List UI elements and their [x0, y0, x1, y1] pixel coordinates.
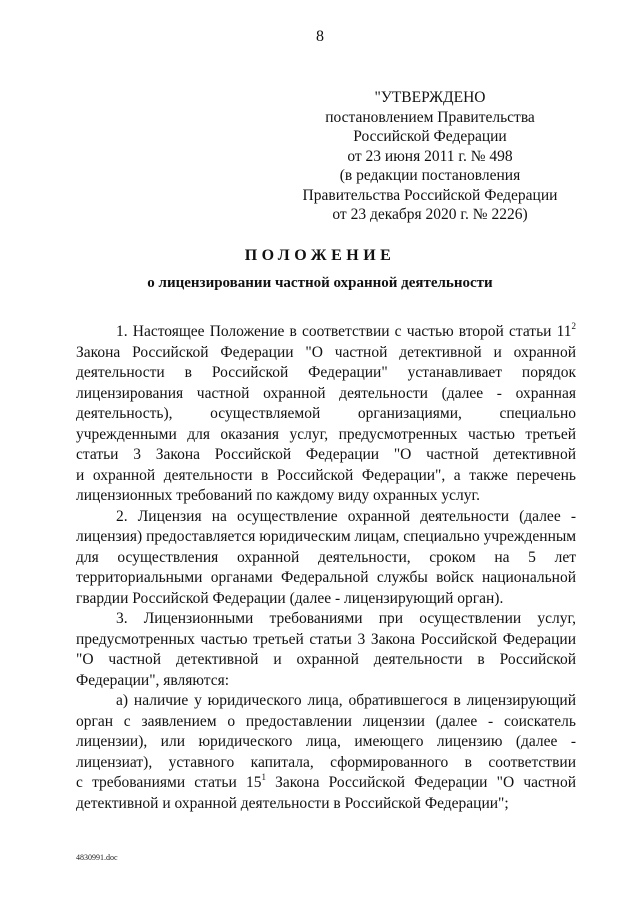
text-line: деятельность), осуществляемой организациями, специально	[76, 405, 576, 422]
text-line: лицензионных требований по каждому виду охранных услуг.	[76, 487, 480, 504]
approval-line: Правительства Российской Федерации	[302, 186, 558, 204]
approval-line: (в редакции постановления	[339, 167, 521, 184]
text-line: 2. Лицензия на осуществление охранной деятельности (далее -	[116, 507, 576, 525]
text-line: статьи 3 Закона Российской Федерации "О частной детективной	[76, 446, 576, 463]
text-line: лицензии), или юридического лица, имеющего лицензию (далее -	[76, 733, 576, 750]
text-line: и охранной деятельности в Российской Федерации", а также перечень	[76, 466, 576, 484]
approval-block	[300, 88, 560, 225]
approval-line: Российской Федерации	[353, 128, 507, 145]
text-line	[76, 322, 576, 343]
footer-file-code: 4830991.doc	[76, 853, 118, 862]
text-line: для осуществления охранной деятельности, сроком на 5 лет	[76, 548, 576, 566]
text-line: учрежденными для оказания услуг, предусмотренных частью третьей	[76, 425, 576, 443]
approval-line: от 23 июня 2011 г. № 498	[347, 147, 513, 165]
text-line	[76, 773, 576, 794]
text-line: орган с заявлением о предоставлении лицензии (далее - соискатель	[76, 712, 576, 730]
text-line: лицензиат), уставного капитала, сформированного в соответствии	[76, 753, 576, 771]
text-line: Закона Российской Федерации "О частной детективной и охранной	[76, 343, 576, 361]
text-line: деятельности в Российской Федерации" устанавливает порядок	[76, 364, 576, 381]
paragraph-2	[76, 507, 576, 610]
paragraph-1	[76, 322, 576, 507]
approval-line: "УТВЕРЖДЕНО	[374, 89, 486, 106]
text-line: гвардии Российской Федерации (далее - лицензирующий орган).	[76, 589, 504, 607]
text-line: лицензирования частной охранной деятельности (далее - охранная	[76, 384, 576, 402]
text-line: лицензия) предоставляется юридическим лицам, специально учрежденным	[76, 528, 577, 545]
approval-line: постановлением Правительства	[325, 108, 535, 126]
text-fragment: 1. Настоящее Положение в соответствии с частью второй статьи 11	[116, 323, 572, 340]
document-subtitle: о лицензировании частной охранной деятельности	[147, 275, 493, 291]
document-body	[76, 322, 576, 814]
approval-line: от 23 декабря 2020 г. № 2226)	[332, 206, 528, 223]
text-line: Федерации", являются:	[76, 671, 230, 689]
text-line: "О частной детективной и охранной деятельности в Российской	[76, 651, 576, 668]
paragraph-3a	[76, 691, 576, 814]
superscript: 1	[261, 772, 266, 782]
page-number: 8	[316, 28, 324, 45]
text-line: территориальными органами Федеральной службы войск национальной	[76, 569, 576, 586]
text-fragment: Закона Российской Федерации "О частной	[265, 774, 576, 791]
text-line: а) наличие у юридического лица, обратившегося в лицензирующий	[116, 692, 576, 709]
paragraph-3	[76, 609, 576, 691]
text-line: 3. Лицензионными требованиями при осуществлении услуг,	[116, 610, 576, 627]
document-title: ПОЛОЖЕНИЕ	[244, 247, 396, 264]
text-line: детективной и охранной деятельности в Российской Федерации";	[76, 794, 509, 812]
text-fragment: с требованиями статьи 15	[76, 774, 262, 791]
text-line: предусмотренных частью третьей статьи 3 Закона Российской Федерации	[76, 630, 576, 648]
superscript: 2	[571, 321, 576, 331]
